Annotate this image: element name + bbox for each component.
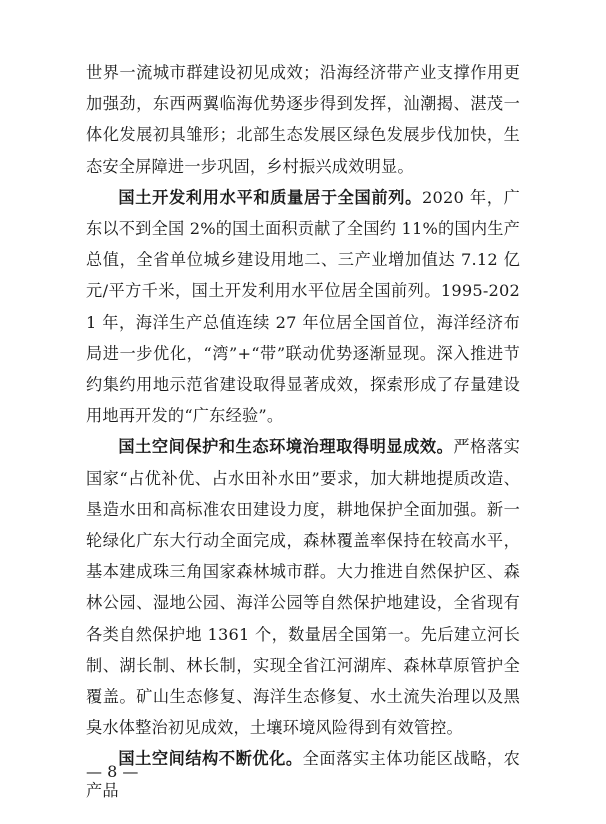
paragraph-heading: 国土开发利用水平和质量居于全国前列。 (118, 187, 423, 207)
paragraph-body: 世界一流城市群建设初见成效；沿海经济带产业支撑作用更加强劲，东西两翼临海优势逐步得到发挥，汕潮揭、湛茂一体化发展初具雏形；北部生态发展区绿色发展步伐加快，生态安全屏障进一步巩固，乡村振兴成效明显。 (86, 63, 520, 176)
paragraph-body: 严格落实国家“占优补优、占水田补水田”要求，加大耕地提质改造、垦造水田和高标准农田建设力度，耕地保护全面加强。新一轮绿化广东大行动全面完成，森林覆盖率保持在较高水平，基本建成珠三角国家森林城市群。大力推进自然保护区、森林公园、湿地公园、海洋公园等自然保护地建设，全省现有各类自然保护地 1361 个，数量居全国第一。先后建立河长制、湖长制、林长制，实现全省江河湖库、森林草原管护全覆盖。矿山生态修复、海洋生态修复、水土流失治理以及黑臭水体整治初见成效，土壤环境风险得到有效管控。 (86, 437, 520, 738)
paragraph-heading: 国土空间保护和生态环境治理取得明显成效。 (118, 437, 454, 457)
paragraph-ecological-protection (86, 431, 520, 743)
paragraph-continued (86, 57, 520, 182)
paragraph-heading: 国土空间结构不断优化。 (118, 749, 303, 769)
paragraph-spatial-structure (86, 743, 520, 805)
paragraph-land-development (86, 182, 520, 432)
page-number: — 8 — (86, 762, 139, 781)
body-text (86, 57, 520, 806)
paragraph-body: 全面落实主体功能区战略，农产品 (86, 749, 520, 800)
paragraph-body: 2020 年，广东以不到全国 2%的国土面积贡献了全国约 11%的国内生产总值，全省单位城乡建设用地二、三产业增加值达 7.12 亿元/平方千米，国土开发利用水平位居全国前列。1995-2021 年，海洋生产总值连续 27 年位居全国首位，海洋经济布局进一步优化，“湾”+“带”联动优势逐渐显现。深入推进节约集约用地示范省建设取得显著成效，探索形成了存量建设用地再开发的“广东经验”。 (86, 187, 520, 426)
